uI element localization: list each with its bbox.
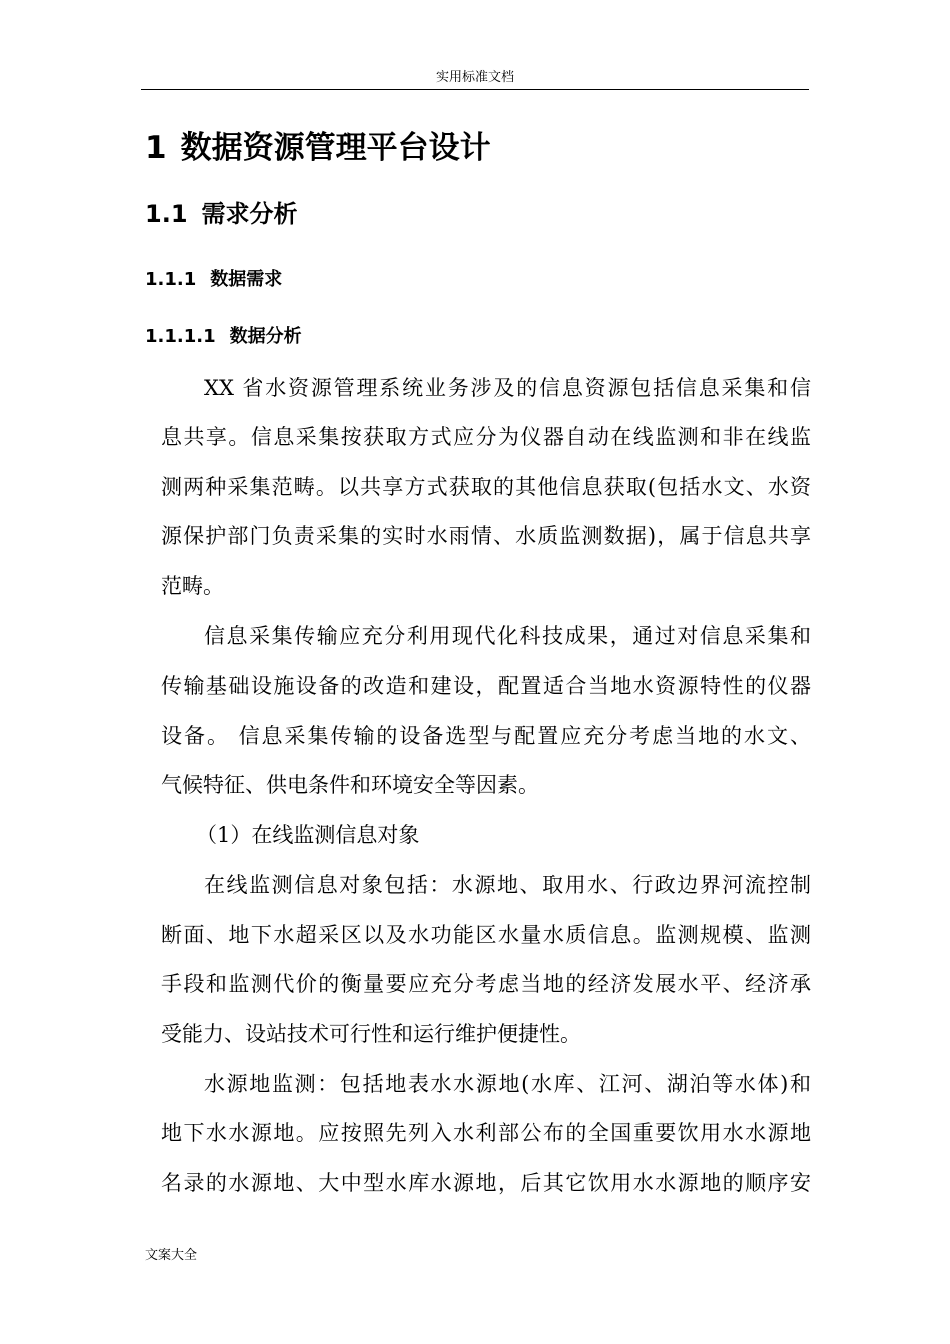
body-line: 息共享。信息采集按获取方式应分为仪器自动在线监测和非在线监	[161, 425, 811, 449]
body-line: 水源地监测：包括地表水水源地(水库、江河、湖泊等水体)和	[204, 1072, 811, 1096]
body-line: 名录的水源地、大中型水库水源地，后其它饮用水水源地的顺序安	[161, 1171, 811, 1195]
body-line: 源保护部门负责采集的实时水雨情、水质监测数据)，属于信息共享	[161, 524, 811, 548]
page-header: 实用标准文档	[435, 70, 514, 85]
header-rule	[141, 89, 809, 90]
heading-1-text: 数据资源管理平台设计	[180, 130, 491, 166]
body-line: 气候特征、供电条件和环境安全等因素。	[161, 773, 539, 797]
body-line: 地下水水源地。应按照先列入水利部公布的全国重要饮用水水源地	[161, 1121, 811, 1145]
heading-1	[145, 126, 491, 170]
body-line: 断面、地下水超采区以及水功能区水量水质信息。监测规模、监测	[161, 923, 811, 947]
heading-2-number: 1.1	[145, 200, 188, 228]
body-line: 测两种采集范畴。以共享方式获取的其他信息获取(包括水文、水资	[161, 475, 811, 499]
body-line: 在线监测信息对象包括：水源地、取用水、行政边界河流控制	[204, 873, 811, 897]
sub-heading: （1）在线监测信息对象	[196, 823, 420, 847]
body-line: 信息采集传输应充分利用现代化科技成果，通过对信息采集和	[204, 624, 811, 648]
heading-4	[145, 323, 302, 351]
heading-3-text: 数据需求	[210, 269, 283, 290]
heading-4-number: 1.1.1.1	[145, 326, 216, 347]
body-line: 传输基础设施设备的改造和建设，配置适合当地水资源特性的仪器	[161, 674, 811, 698]
body-line: XX 省水资源管理系统业务涉及的信息资源包括信息采集和信	[204, 376, 811, 400]
heading-2-text: 需求分析	[201, 200, 298, 228]
body-line: 范畴。	[161, 574, 224, 598]
body-line: 设备。 信息采集传输的设备选型与配置应充分考虑当地的水文、	[161, 724, 811, 748]
body-line: 受能力、设站技术可行性和运行维护便捷性。	[161, 1022, 581, 1046]
heading-2	[145, 196, 298, 232]
body-line: 手段和监测代价的衡量要应充分考虑当地的经济发展水平、经济承	[161, 972, 811, 996]
page-footer: 文案大全	[145, 1248, 198, 1263]
heading-4-text: 数据分析	[229, 326, 302, 347]
heading-3-number: 1.1.1	[145, 269, 197, 290]
heading-1-number: 1	[145, 130, 167, 166]
heading-3	[145, 266, 282, 294]
